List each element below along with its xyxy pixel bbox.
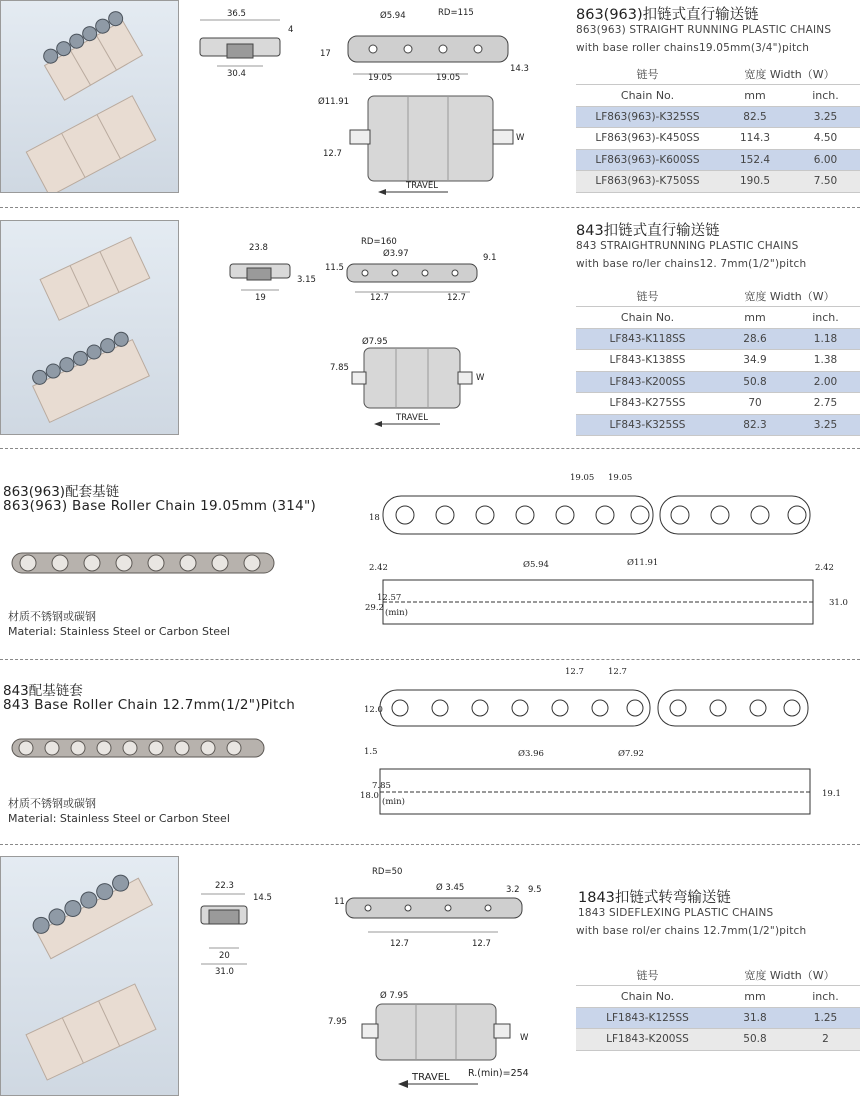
top-view-drawing-863 xyxy=(318,6,528,81)
table-row: LF843-K275SS 70 2.75 xyxy=(576,393,860,415)
dim-b: 3.15 xyxy=(297,275,316,285)
dim-rd: RD=115 xyxy=(438,8,474,18)
section4-title-cn: 843配基链套 xyxy=(3,683,83,699)
dim-p1: 12.7 xyxy=(390,939,409,949)
dim-f: 31.0 xyxy=(829,598,848,608)
table-row: LF843-K118SS 28.6 1.18 xyxy=(576,328,860,350)
table-row: LF863(963)-K450SS 114.3 4.50 xyxy=(576,128,860,150)
header-width: 宽度 Width（W） xyxy=(719,964,860,986)
dim-min: (min) xyxy=(382,797,405,807)
dim-c: 29.2 xyxy=(365,603,384,613)
dim-e: 12.57 xyxy=(377,593,402,603)
dim-g: Ø7.95 xyxy=(362,337,388,347)
section2-table xyxy=(576,285,860,436)
dim-g: 9.5 xyxy=(528,885,542,895)
section3-material-en: Material: Stainless Steel or Carbon Steel xyxy=(8,625,230,638)
dim-h: 11 xyxy=(334,897,345,907)
dim-b: 4 xyxy=(288,25,294,35)
dim-p2: 19.05 xyxy=(608,473,633,483)
table-row: LF843-K325SS 82.3 3.25 xyxy=(576,414,860,436)
section5-table xyxy=(576,964,860,1051)
dim-c: 18.0 xyxy=(360,791,379,801)
section4-material-cn: 材质不锈钢或碳钢 xyxy=(8,797,96,810)
dim-a: 22.3 xyxy=(215,881,234,891)
section3-material-cn: 材质不锈钢或碳钢 xyxy=(8,610,96,623)
dim-p1: 19.05 xyxy=(570,473,595,483)
section5-title-en: 1843 SIDEFLEXING PLASTIC CHAINS xyxy=(578,907,774,919)
dim-w: W xyxy=(476,373,485,383)
dim-p2: 12.7 xyxy=(608,667,627,677)
dim-a: 1.5 xyxy=(364,747,378,757)
travel-label: TRAVEL xyxy=(396,413,428,423)
dim-h: 12.7 xyxy=(323,149,342,159)
table-row: LF863(963)-K600SS 152.4 6.00 xyxy=(576,149,860,171)
section1-subtitle: with base roller chains19.05mm(3/4")pitch xyxy=(576,42,810,54)
dim-h: 18 xyxy=(369,513,380,523)
travel-label: TRAVEL xyxy=(412,1072,450,1083)
product-photo-843 xyxy=(0,220,179,435)
dim-e: 11.5 xyxy=(325,263,344,273)
dim-d: Ø5.94 xyxy=(380,11,406,21)
section2-subtitle: with base ro/ler chains12. 7mm(1/2")pitch xyxy=(576,258,807,270)
table-row: LF843-K200SS 50.8 2.00 xyxy=(576,371,860,393)
dim-e: Ø 3.45 xyxy=(436,883,465,893)
dim-f: 19.1 xyxy=(822,789,841,799)
dim-g: Ø7.92 xyxy=(618,749,644,759)
table-row: LF863(963)-K750SS 190.5 7.50 xyxy=(576,171,860,193)
dim-w: W xyxy=(520,1033,529,1043)
dim-p2: 12.7 xyxy=(472,939,491,949)
separator xyxy=(0,448,860,449)
dim-b: 2.42 xyxy=(815,563,834,573)
dim-rd: RD=50 xyxy=(372,867,403,877)
dim-r: R.(min)=254 xyxy=(468,1068,529,1079)
product-photo-1843 xyxy=(0,856,179,1096)
section1-title-en: 863(963) STRAIGHT RUNNING PLASTIC CHAINS xyxy=(576,24,832,36)
dim-p1: 19.05 xyxy=(368,73,393,83)
dim-c: 20 xyxy=(219,951,230,961)
top-view-drawing-843 xyxy=(325,236,500,306)
dim-p2: 19.05 xyxy=(436,73,461,83)
dim-rd: RD=160 xyxy=(361,237,397,247)
base-chain-photo-843 xyxy=(8,730,268,766)
dim-g: Ø11.91 xyxy=(627,558,659,568)
dim-w: W xyxy=(516,133,525,143)
dim-d: Ø5.94 xyxy=(523,560,549,570)
dim-p1: 12.7 xyxy=(370,293,389,303)
section2-title-cn: 843扣链式直行输送链 xyxy=(576,223,720,239)
dim-c: 30.4 xyxy=(227,69,246,79)
header-chain-en: Chain No. xyxy=(576,307,719,329)
section2-title-en: 843 STRAIGHTRUNNING PLASTIC CHAINS xyxy=(576,240,799,252)
header-inch: inch. xyxy=(791,85,860,107)
dim-b: 14.5 xyxy=(253,893,272,903)
dim-h: 12.0 xyxy=(364,705,383,715)
dim-j: 7.95 xyxy=(328,1017,347,1027)
dim-e: 17 xyxy=(320,49,331,59)
header-width: 宽度 Width（W） xyxy=(719,63,860,85)
table-row: LF863(963)-K325SS 82.5 3.25 xyxy=(576,106,860,128)
dim-f: 14.3 xyxy=(510,64,529,74)
dim-c: 19 xyxy=(255,293,266,303)
dim-h: 7.85 xyxy=(330,363,349,373)
dim-p1: 12.7 xyxy=(565,667,584,677)
table-row: LF843-K138SS 34.9 1.38 xyxy=(576,350,860,372)
dim-d: Ø3.97 xyxy=(383,249,409,259)
dim-min: (min) xyxy=(385,608,408,618)
section3-title-cn: 863(963)配套基链 xyxy=(3,484,120,500)
dim-d: Ø3.96 xyxy=(518,749,544,759)
side-view-drawing-1843 xyxy=(195,878,285,978)
dim-d: 31.0 xyxy=(215,967,234,977)
section5-title-cn: 1843扣链式转弯输送链 xyxy=(578,890,731,906)
table-row: LF1843-K200SS 50.8 2 xyxy=(576,1029,860,1051)
side-view-drawing-843 xyxy=(225,240,315,305)
plan-view-drawing-1843 xyxy=(328,980,558,1092)
header-chain-en: Chain No. xyxy=(576,85,719,107)
header-inch: inch. xyxy=(791,986,860,1008)
section5-subtitle: with base rol/er chains 12.7mm(1/2")pitch xyxy=(576,925,807,937)
plan-view-drawing-863 xyxy=(318,92,538,202)
product-photo-863 xyxy=(0,0,179,193)
separator xyxy=(0,659,860,660)
dim-e: 7.85 xyxy=(372,781,391,791)
base-chain-photo-863 xyxy=(8,543,278,583)
separator xyxy=(0,207,860,208)
header-chain-cn: 链号 xyxy=(576,285,719,307)
base-chain-drawing-843 xyxy=(360,664,850,834)
travel-label: TRAVEL xyxy=(406,181,438,191)
section1-table xyxy=(576,63,860,193)
header-chain-cn: 链号 xyxy=(576,63,719,85)
table-row: LF1843-K125SS 31.8 1.25 xyxy=(576,1007,860,1029)
header-mm: mm xyxy=(719,986,791,1008)
header-chain-en: Chain No. xyxy=(576,986,719,1008)
dim-g: Ø11.91 xyxy=(318,97,350,107)
section3-title-en: 863(963) Base Roller Chain 19.05mm (314") xyxy=(3,498,317,514)
dim-f: 9.1 xyxy=(483,253,497,263)
header-inch: inch. xyxy=(791,307,860,329)
base-chain-drawing-863 xyxy=(365,470,850,640)
plan-view-drawing-843 xyxy=(330,334,495,429)
section4-title-en: 843 Base Roller Chain 12.7mm(1/2")Pitch xyxy=(3,697,296,713)
side-view-drawing-863 xyxy=(195,8,305,83)
header-mm: mm xyxy=(719,85,791,107)
section1-title-cn: 863(963)扣链式直行输送链 xyxy=(576,7,759,23)
top-view-drawing-1843 xyxy=(328,860,553,955)
dim-f: 3.2 xyxy=(506,885,520,895)
header-chain-cn: 链号 xyxy=(576,964,719,986)
header-mm: mm xyxy=(719,307,791,329)
dim-a: 2.42 xyxy=(369,563,388,573)
dim-i: Ø 7.95 xyxy=(380,991,409,1001)
dim-p2: 12.7 xyxy=(447,293,466,303)
header-width: 宽度 Width（W） xyxy=(719,285,860,307)
separator xyxy=(0,844,860,845)
dim-a: 36.5 xyxy=(227,9,246,19)
section4-material-en: Material: Stainless Steel or Carbon Steel xyxy=(8,812,230,825)
dim-a: 23.8 xyxy=(249,243,268,253)
